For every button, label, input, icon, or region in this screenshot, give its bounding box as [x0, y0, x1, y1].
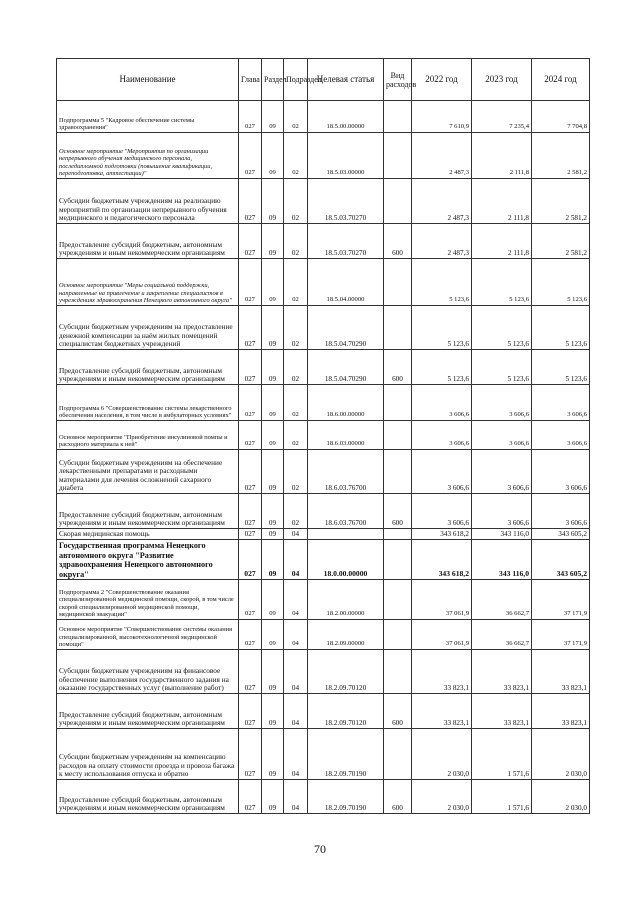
table-row	[57, 529, 590, 540]
row-name: Субсидии бюджетным учреждениям на компенсацию расходов на оплату стоимости проезда и провоза багажа к месту использования отпуска и обратно	[57, 729, 239, 780]
table-row	[57, 259, 590, 306]
table-row	[57, 729, 590, 780]
row-amount-2024: 3 606,6	[532, 494, 590, 529]
row-target-item	[308, 529, 384, 540]
row-subsection: 02	[284, 179, 308, 224]
row-subsection: 02	[284, 421, 308, 450]
row-section: 09	[262, 650, 284, 694]
row-target-item: 18.2.00.00000	[308, 580, 384, 620]
row-subsection: 04	[284, 540, 308, 580]
row-expense-type	[384, 101, 412, 133]
row-amount-2024: 33 823,1	[532, 650, 590, 694]
row-subsection: 02	[284, 385, 308, 421]
row-target-item: 18.5.04.00000	[308, 259, 384, 306]
row-chapter: 027	[239, 529, 262, 540]
row-amount-2022: 2 487,3	[412, 133, 472, 179]
row-amount-2024: 2 581,2	[532, 133, 590, 179]
row-amount-2023: 3 606,6	[472, 450, 532, 494]
row-section: 09	[262, 421, 284, 450]
header-target-item: Целевая статья	[308, 59, 384, 101]
row-amount-2023: 1 571,6	[472, 780, 532, 814]
table-row	[57, 101, 590, 133]
row-target-item: 18.2.09.70190	[308, 780, 384, 814]
row-chapter: 027	[239, 780, 262, 814]
row-target-item: 18.5.00.00000	[308, 101, 384, 133]
row-chapter: 027	[239, 101, 262, 133]
row-section: 09	[262, 780, 284, 814]
row-section: 09	[262, 133, 284, 179]
row-amount-2023: 343 116,0	[472, 529, 532, 540]
row-amount-2022: 343 618,2	[412, 529, 472, 540]
row-amount-2024: 343 605,2	[532, 529, 590, 540]
row-expense-type	[384, 729, 412, 780]
row-subsection: 02	[284, 306, 308, 350]
row-subsection: 04	[284, 529, 308, 540]
row-amount-2022: 5 123,6	[412, 306, 472, 350]
header-name: Наименование	[57, 59, 239, 101]
row-section: 09	[262, 694, 284, 729]
header-2023: 2023 год	[472, 59, 532, 101]
table-row	[57, 450, 590, 494]
row-target-item: 18.0.00.00000	[308, 540, 384, 580]
row-name: Предоставление субсидий бюджетным, автономным учреждениям и иным некоммерческим организациям	[57, 224, 239, 259]
row-name: Государственная программа Ненецкого автономного округа "Развитие здравоохранения Ненецкого автономного округа"	[57, 540, 239, 580]
row-expense-type	[384, 385, 412, 421]
row-target-item: 18.5.03.70270	[308, 224, 384, 259]
row-name: Основное мероприятие "Меры социальной поддержки, направленные на привлечение и закрепление специалистов в учреждениях здравоохранения Ненецкого автономного округа"	[57, 259, 239, 306]
row-section: 09	[262, 101, 284, 133]
table-row	[57, 179, 590, 224]
row-target-item: 18.6.00.00000	[308, 385, 384, 421]
row-chapter: 027	[239, 450, 262, 494]
header-subsection: Подраздел	[284, 59, 308, 101]
row-expense-type	[384, 133, 412, 179]
row-section: 09	[262, 350, 284, 385]
row-subsection: 04	[284, 580, 308, 620]
row-section: 09	[262, 179, 284, 224]
row-subsection: 02	[284, 133, 308, 179]
row-amount-2022: 5 123,6	[412, 259, 472, 306]
row-amount-2022: 37 061,9	[412, 580, 472, 620]
row-chapter: 027	[239, 350, 262, 385]
row-section: 09	[262, 224, 284, 259]
row-subsection: 02	[284, 494, 308, 529]
row-section: 09	[262, 494, 284, 529]
row-expense-type	[384, 306, 412, 350]
table-row	[57, 650, 590, 694]
row-amount-2024: 37 171,9	[532, 580, 590, 620]
row-name: Предоставление субсидий бюджетным, автономным учреждениям и иным некоммерческим организациям	[57, 350, 239, 385]
row-chapter: 027	[239, 179, 262, 224]
row-amount-2023: 5 123,6	[472, 306, 532, 350]
row-amount-2022: 2 030,0	[412, 780, 472, 814]
row-amount-2024: 7 704,8	[532, 101, 590, 133]
table-row	[57, 620, 590, 650]
row-amount-2024: 2 030,0	[532, 780, 590, 814]
row-amount-2024: 5 123,6	[532, 350, 590, 385]
row-amount-2023: 3 606,6	[472, 385, 532, 421]
row-target-item: 18.6.03.76700	[308, 450, 384, 494]
row-target-item: 18.5.03.00000	[308, 133, 384, 179]
row-amount-2024: 2 581,2	[532, 179, 590, 224]
table-row	[57, 780, 590, 814]
row-chapter: 027	[239, 224, 262, 259]
row-name: Скорая медицинская помощь	[57, 529, 239, 540]
row-amount-2024: 5 123,6	[532, 259, 590, 306]
table-row	[57, 580, 590, 620]
table-row	[57, 494, 590, 529]
row-name: Предоставление субсидий бюджетным, автономным учреждениям и иным некоммерческим организациям	[57, 494, 239, 529]
row-target-item: 18.5.04.70290	[308, 350, 384, 385]
row-amount-2023: 36 662,7	[472, 580, 532, 620]
row-target-item: 18.2.09.70190	[308, 729, 384, 780]
row-name: Предоставление субсидий бюджетным, автономным учреждениям и иным некоммерческим организациям	[57, 780, 239, 814]
row-section: 09	[262, 580, 284, 620]
row-amount-2023: 7 235,4	[472, 101, 532, 133]
page-number: 70	[314, 842, 326, 856]
header-section: Раздел	[262, 59, 284, 101]
row-subsection: 02	[284, 101, 308, 133]
row-amount-2024: 2 030,0	[532, 729, 590, 780]
row-amount-2024: 2 581,2	[532, 224, 590, 259]
row-amount-2023: 33 823,1	[472, 694, 532, 729]
row-expense-type: 600	[384, 494, 412, 529]
row-amount-2022: 2 487,3	[412, 179, 472, 224]
row-amount-2024: 3 606,6	[532, 385, 590, 421]
table-row	[57, 694, 590, 729]
row-subsection: 04	[284, 650, 308, 694]
row-chapter: 027	[239, 259, 262, 306]
row-expense-type	[384, 540, 412, 580]
row-subsection: 02	[284, 224, 308, 259]
row-target-item: 18.5.03.70270	[308, 179, 384, 224]
row-chapter: 027	[239, 694, 262, 729]
row-expense-type	[384, 620, 412, 650]
row-expense-type	[384, 450, 412, 494]
row-amount-2023: 5 123,6	[472, 259, 532, 306]
row-chapter: 027	[239, 421, 262, 450]
row-amount-2023: 2 111,8	[472, 224, 532, 259]
row-chapter: 027	[239, 620, 262, 650]
header-expense-type: Вид расходов	[384, 59, 412, 101]
row-chapter: 027	[239, 306, 262, 350]
row-name: Субсидии бюджетным учреждениям на финансовое обеспечение выполнения государственного задания на оказание государственных услуг (выполнение работ)	[57, 650, 239, 694]
row-subsection: 04	[284, 729, 308, 780]
row-name: Предоставление субсидий бюджетным, автономным учреждениям и иным некоммерческим организациям	[57, 694, 239, 729]
row-chapter: 027	[239, 385, 262, 421]
row-amount-2024: 3 606,6	[532, 450, 590, 494]
table-body	[57, 101, 590, 814]
row-chapter: 027	[239, 133, 262, 179]
row-amount-2024: 37 171,9	[532, 620, 590, 650]
row-chapter: 027	[239, 540, 262, 580]
row-subsection: 04	[284, 694, 308, 729]
row-expense-type	[384, 259, 412, 306]
row-amount-2022: 3 606,6	[412, 421, 472, 450]
row-expense-type: 600	[384, 350, 412, 385]
row-amount-2023: 2 111,8	[472, 133, 532, 179]
row-amount-2023: 3 606,6	[472, 494, 532, 529]
row-chapter: 027	[239, 580, 262, 620]
row-target-item: 18.6.03.76700	[308, 494, 384, 529]
row-subsection: 02	[284, 450, 308, 494]
row-amount-2023: 3 606,6	[472, 421, 532, 450]
row-section: 09	[262, 620, 284, 650]
table-row	[57, 421, 590, 450]
row-amount-2022: 7 610,9	[412, 101, 472, 133]
row-amount-2024: 3 606,6	[532, 421, 590, 450]
row-expense-type	[384, 529, 412, 540]
table-row	[57, 224, 590, 259]
table-row	[57, 306, 590, 350]
row-section: 09	[262, 540, 284, 580]
row-amount-2022: 3 606,6	[412, 450, 472, 494]
row-section: 09	[262, 529, 284, 540]
row-subsection: 02	[284, 350, 308, 385]
row-amount-2024: 5 123,6	[532, 306, 590, 350]
row-section: 09	[262, 306, 284, 350]
row-amount-2022: 2 030,0	[412, 729, 472, 780]
row-target-item: 18.2.09.70120	[308, 694, 384, 729]
row-amount-2023: 1 571,6	[472, 729, 532, 780]
row-amount-2022: 3 606,6	[412, 385, 472, 421]
row-section: 09	[262, 259, 284, 306]
row-amount-2024: 343 605,2	[532, 540, 590, 580]
table-header-row	[57, 59, 590, 101]
row-target-item: 18.5.04.70290	[308, 306, 384, 350]
row-amount-2022: 2 487,3	[412, 224, 472, 259]
row-section: 09	[262, 450, 284, 494]
row-name: Подпрограмма 6 "Совершенствование системы лекарственного обеспечения населения, в том числе в амбулаторных условиях"	[57, 385, 239, 421]
row-subsection: 04	[284, 780, 308, 814]
budget-table-container	[56, 58, 589, 814]
row-expense-type	[384, 179, 412, 224]
row-amount-2023: 343 116,0	[472, 540, 532, 580]
row-target-item: 18.2.09.00000	[308, 620, 384, 650]
row-name: Подпрограмма 5 "Кадровое обеспечение системы здравоохранения"	[57, 101, 239, 133]
row-amount-2024: 33 823,1	[532, 694, 590, 729]
row-expense-type: 600	[384, 224, 412, 259]
row-amount-2022: 3 606,6	[412, 494, 472, 529]
row-amount-2022: 343 618,2	[412, 540, 472, 580]
row-amount-2022: 33 823,1	[412, 694, 472, 729]
row-amount-2023: 2 111,8	[472, 179, 532, 224]
row-chapter: 027	[239, 494, 262, 529]
row-chapter: 027	[239, 650, 262, 694]
row-name: Субсидии бюджетным учреждениям на реализацию мероприятий по организации непрерывного обучения медицинского и педагогического персонала	[57, 179, 239, 224]
header-2024: 2024 год	[532, 59, 590, 101]
row-expense-type: 600	[384, 780, 412, 814]
row-amount-2022: 5 123,6	[412, 350, 472, 385]
row-target-item: 18.6.03.00000	[308, 421, 384, 450]
table-row	[57, 350, 590, 385]
row-amount-2022: 33 823,1	[412, 650, 472, 694]
row-name: Основное мероприятие "Мероприятия по организации непрерывного обучения медицинского персонала, последипломной подготовки (повышение квалификации, переподготовка, аттестации)"	[57, 133, 239, 179]
row-subsection: 02	[284, 259, 308, 306]
row-amount-2023: 5 123,6	[472, 350, 532, 385]
header-2022: 2022 год	[412, 59, 472, 101]
table-row	[57, 133, 590, 179]
row-amount-2022: 37 061,9	[412, 620, 472, 650]
row-chapter: 027	[239, 729, 262, 780]
row-expense-type	[384, 580, 412, 620]
row-amount-2023: 36 662,7	[472, 620, 532, 650]
row-name: Субсидии бюджетным учреждениям на обеспечение лекарственными препаратами и расходными материалами для лечения осложнений сахарного диабета	[57, 450, 239, 494]
row-section: 09	[262, 729, 284, 780]
row-name: Подпрограмма 2 "Совершенствование оказания специализированной медицинской помощи, скорой, в том числе скорой специализированной медицинской помощи, медицинской эвакуации"	[57, 580, 239, 620]
row-expense-type	[384, 650, 412, 694]
row-subsection: 04	[284, 620, 308, 650]
budget-table	[56, 58, 590, 814]
row-amount-2023: 33 823,1	[472, 650, 532, 694]
row-expense-type	[384, 421, 412, 450]
row-name: Основное мероприятие "Совершенствование системы оказания специализированной, высокотехнологичной медицинской помощи"	[57, 620, 239, 650]
row-name: Субсидии бюджетным учреждениям на предоставление денежной компенсации за наём жилых помещений специалистам бюджетных учреждений	[57, 306, 239, 350]
table-row	[57, 540, 590, 580]
table-row	[57, 385, 590, 421]
row-target-item: 18.2.09.70120	[308, 650, 384, 694]
row-section: 09	[262, 385, 284, 421]
row-name: Основное мероприятие "Приобретение инсулиновой помпы и расходного материала к ней"	[57, 421, 239, 450]
header-chapter: Глава	[239, 59, 262, 101]
row-expense-type: 600	[384, 694, 412, 729]
